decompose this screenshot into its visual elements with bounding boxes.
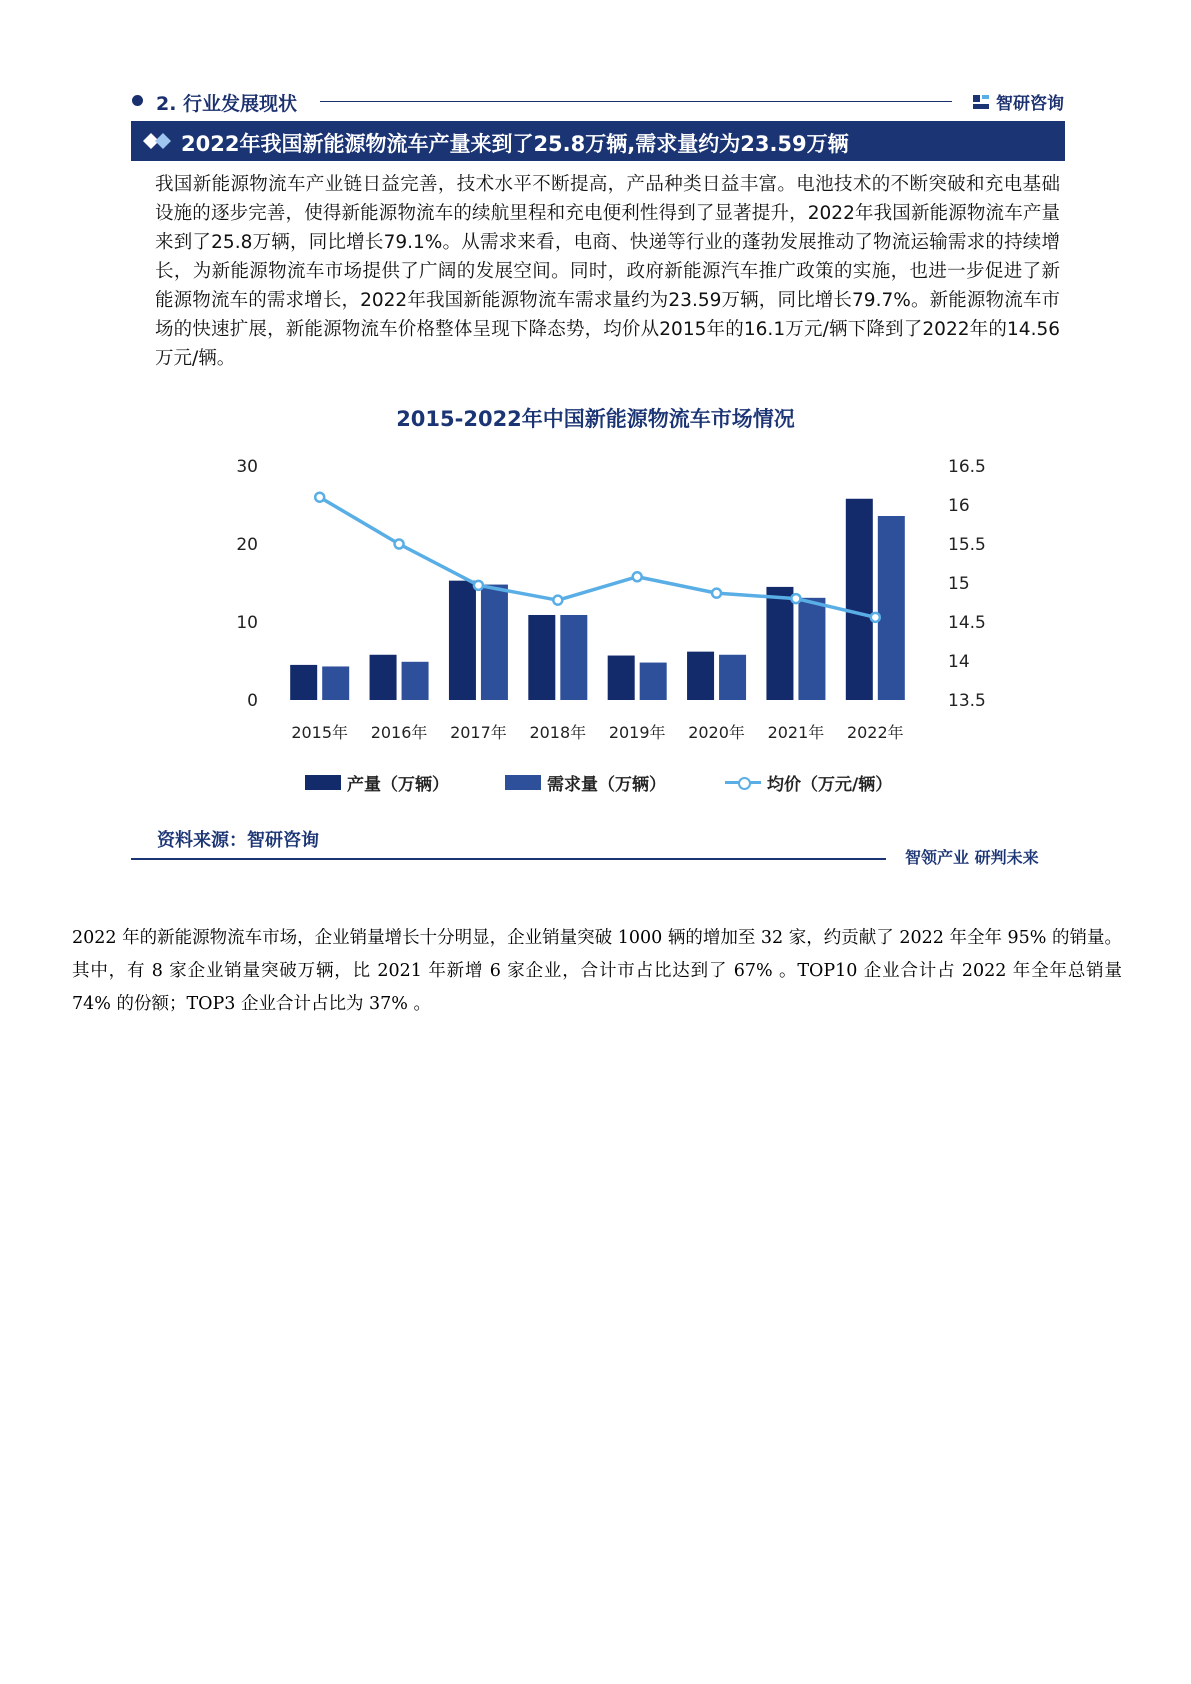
- x-tick-label: 2018年: [529, 723, 587, 742]
- body-paragraph: 2022 年的新能源物流车市场，企业销量增长十分明显，企业销量突破 1000 辆的增加至 32 家，约贡献了 2022 年全年 95% 的销量。其中，有 8 家企业销量突破万辆，比 2021 年新增 6 家企业，合计市占比达到了 67% 。TOP10 企业合计占 2022 年全年总销量 74% 的份额；TOP3 企业合计占比为 37% 。: [72, 928, 1122, 1014]
- bar-production: [608, 656, 635, 700]
- legend-swatch-production: [305, 775, 341, 790]
- x-tick-label: 2021年: [767, 723, 825, 742]
- price-point: [871, 613, 880, 622]
- x-tick-label: 2020年: [688, 723, 745, 742]
- price-point: [791, 594, 800, 603]
- y-right-tick-label: 14.5: [948, 613, 986, 633]
- price-point: [712, 589, 721, 598]
- price-point: [315, 493, 324, 502]
- y-right-tick-label: 14: [948, 652, 970, 672]
- legend-item-price: [725, 770, 892, 794]
- bar-demand: [719, 655, 746, 700]
- bar-production: [687, 652, 714, 700]
- bar-production: [370, 655, 397, 700]
- price-point: [633, 572, 642, 581]
- bar-production: [449, 581, 476, 700]
- price-point: [395, 540, 404, 549]
- source-note: 资料来源：智研咨询: [157, 830, 319, 851]
- y-left-tick-label: 0: [247, 691, 258, 711]
- intro-paragraph: 我国新能源物流车产业链日益完善，技术水平不断提高，产品种类日益丰富。电池技术的不断突破和充电基础设施的逐步完善，使得新能源物流车的续航里程和充电便利性得到了显著提升，2022年我国新能源物流车产量来到了25.8万辆，同比增长79.1%。从需求来看，电商、快递等行业的蓬勃发展推动了物流运输需求的持续增长，为新能源物流车市场提供了广阔的发展空间。同时，政府新能源汽车推广政策的实施，也进一步促进了新能源物流车的需求增长，2022年我国新能源物流车需求量约为23.59万辆，同比增长79.7%。新能源物流车市场的快速扩展，新能源物流车价格整体呈现下降态势，均价从2015年的16.1万元/辆下降到了2022年的14.56万元/辆。: [155, 174, 1060, 369]
- y-right-tick-label: 16.5: [948, 457, 986, 477]
- legend-label-production: 产量（万辆）: [347, 774, 449, 795]
- slogan: 智领产业 研判未来: [905, 848, 1039, 867]
- y-right-tick-label: 15.5: [948, 535, 986, 555]
- y-left-tick-label: 10: [236, 613, 258, 633]
- legend-label-price: 均价（万元/辆）: [767, 774, 893, 795]
- bar-demand: [798, 598, 825, 700]
- x-tick-label: 2016年: [370, 723, 428, 742]
- page-title: 2022年我国新能源物流车产量来到了25.8万辆,需求量约为23.59万辆: [181, 132, 849, 156]
- x-tick-label: 2015年: [291, 723, 349, 742]
- chart-title: 2015-2022年中国新能源物流车市场情况: [396, 407, 795, 431]
- bar-production: [528, 615, 555, 700]
- bar-demand: [322, 666, 349, 700]
- bar-demand: [878, 516, 905, 700]
- chart-legend: [305, 770, 945, 794]
- bar-production: [290, 665, 317, 700]
- legend-item-demand: [505, 770, 666, 794]
- legend-line-marker-icon: [725, 775, 761, 790]
- section-label: 2. 行业发展现状: [156, 93, 298, 115]
- legend-item-production: [305, 770, 449, 794]
- x-tick-label: 2022年: [846, 723, 904, 742]
- brand-name: 智研咨询: [996, 94, 1064, 114]
- bar-demand: [402, 662, 429, 700]
- y-right-tick-label: 15: [948, 574, 970, 594]
- y-left-tick-label: 20: [236, 535, 258, 555]
- bar-production: [766, 587, 793, 700]
- legend-swatch-demand: [505, 775, 541, 790]
- y-left-tick-label: 30: [236, 457, 258, 477]
- x-tick-label: 2019年: [608, 723, 666, 742]
- y-right-tick-label: 16: [948, 496, 970, 516]
- x-tick-label: 2017年: [450, 723, 507, 742]
- y-right-tick-label: 13.5: [948, 691, 986, 711]
- price-point: [553, 596, 562, 605]
- footer-rule: [131, 858, 886, 860]
- bar-production: [846, 499, 873, 700]
- bar-demand: [640, 663, 667, 700]
- bar-demand: [481, 585, 508, 700]
- price-point: [474, 581, 483, 590]
- bar-demand: [560, 615, 587, 700]
- legend-label-demand: 需求量（万辆）: [547, 774, 666, 795]
